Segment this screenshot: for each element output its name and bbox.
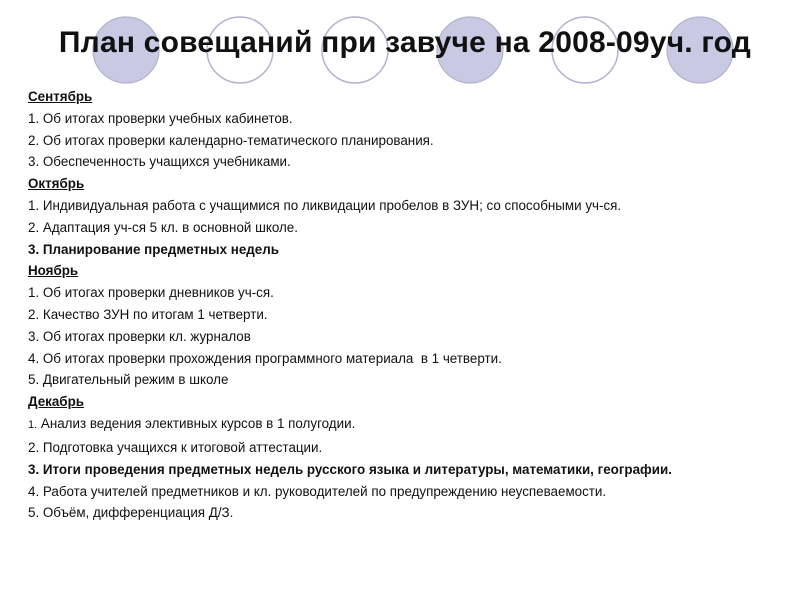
- december-item-2: 2. Подготовка учащихся к итоговой аттестации.: [28, 439, 323, 455]
- month-heading-december: Декабрь: [28, 394, 84, 410]
- december-item-1-number: 1.: [28, 418, 38, 431]
- december-item-1: [28, 413, 788, 437]
- september-item-2: 2. Об итогах проверки календарно-тематического планирования.: [28, 132, 434, 148]
- december-item-1-text: Анализ ведения элективных курсов в 1 полугодии.: [37, 415, 356, 431]
- december-item-5: 5. Объём, дифференциация Д/З.: [28, 505, 234, 521]
- month-heading-september: Сентябрь: [28, 89, 93, 104]
- month-heading-october: Октябрь: [28, 176, 85, 192]
- september-item-1: 1. Об итогах проверки учебных кабинетов.: [28, 110, 293, 126]
- november-item-3: 3. Об итогах проверки кл. журналов: [28, 328, 251, 344]
- meeting-plan: [28, 86, 788, 524]
- september-item-3: 3. Обеспеченность учащихся учебниками.: [28, 154, 291, 170]
- month-heading-november: Ноябрь: [28, 263, 79, 279]
- november-item-5: 5. Двигательный режим в школе: [28, 372, 229, 388]
- december-item-3: 3. Итоги проведения предметных недель русского языка и литературы, математики, географии.: [28, 461, 672, 477]
- page-title: План совещаний при завуче на 2008-09уч. год: [58, 26, 752, 59]
- december-item-4: 4. Работа учителей предметников и кл. руководителей по предупреждению неуспеваемости.: [28, 483, 607, 499]
- november-item-1: 1. Об итогах проверки дневников уч-ся.: [28, 285, 274, 301]
- october-item-3: 3. Планирование предметных недель: [28, 241, 279, 257]
- november-item-4: 4. Об итогах проверки прохождения программного материала в 1 четверти.: [28, 350, 502, 366]
- november-item-2: 2. Качество ЗУН по итогам 1 четверти.: [28, 306, 268, 322]
- october-item-2: 2. Адаптация уч-ся 5 кл. в основной школе.: [28, 219, 298, 235]
- october-item-1: 1. Индивидуальная работа с учащимися по ликвидации пробелов в ЗУН; со способными уч-ся.: [28, 197, 622, 213]
